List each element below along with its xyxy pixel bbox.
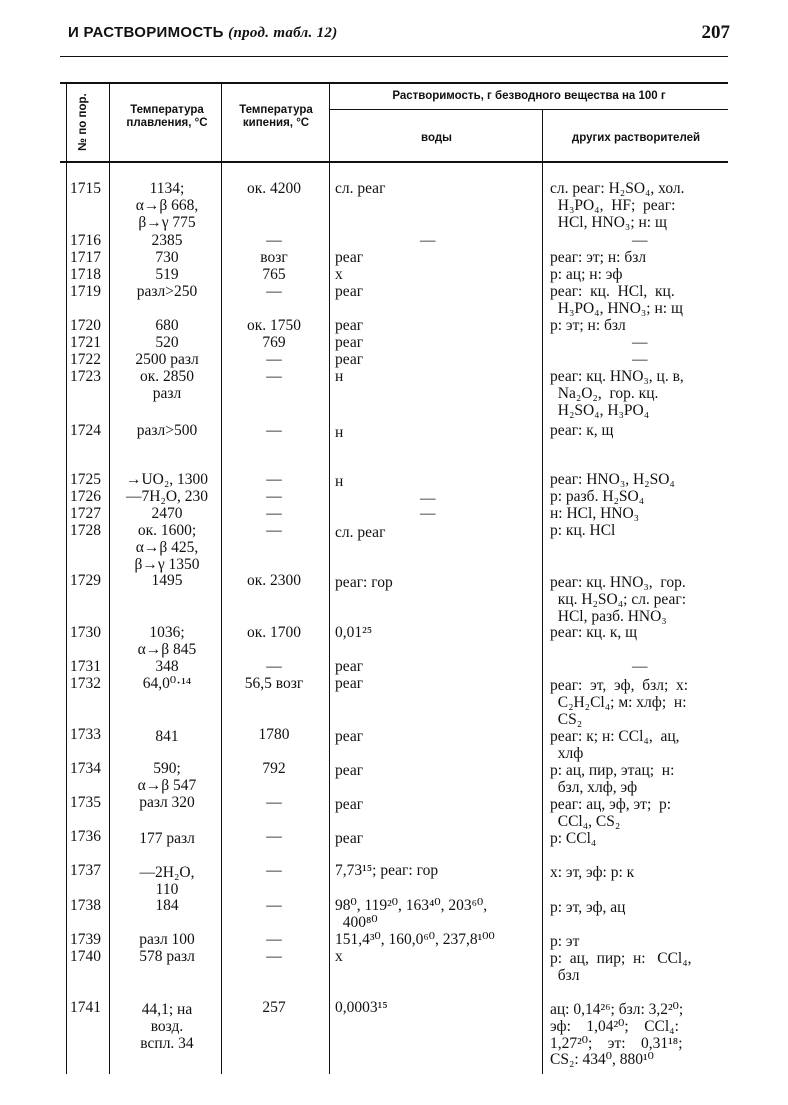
boiling-cell: —: [266, 931, 282, 948]
row-number: 1734: [70, 760, 101, 777]
melting-cell: разл 320: [139, 794, 195, 811]
melting-cell: 578 разл: [139, 948, 195, 965]
melting-cell: 1495: [151, 572, 183, 589]
melting-cell: 841: [155, 728, 179, 745]
row-number: 1722: [70, 351, 101, 368]
boiling-cell: —: [266, 828, 282, 845]
melting-cell: разл>500: [136, 422, 198, 439]
col-divider-3: [329, 84, 330, 1074]
row-number: 1715: [70, 180, 101, 197]
other-cell: реаг: кц. к, щ: [550, 624, 638, 641]
boiling-cell: возг: [260, 249, 288, 266]
melting-cell: 1134; α→β 668, β→γ 775: [135, 180, 199, 231]
header-bottom-rule: [60, 161, 728, 163]
row-number: 1716: [70, 232, 101, 249]
row-number: 1723: [70, 368, 101, 385]
header-melting: Температура плавления, °С: [126, 104, 208, 129]
boiling-cell: ок. 2300: [246, 572, 302, 589]
other-cell: р: ац; н: эф: [550, 266, 623, 283]
boiling-cell: —: [266, 948, 282, 965]
boiling-cell: 257: [262, 999, 286, 1016]
row-number: 1739: [70, 931, 101, 948]
melting-cell: 730: [155, 249, 179, 266]
row-number: 1740: [70, 948, 101, 965]
row-number: 1731: [70, 658, 101, 675]
row-number: 1720: [70, 317, 101, 334]
other-cell: реаг: к, щ: [550, 422, 614, 439]
boiling-cell: —: [266, 794, 282, 811]
melting-cell: —7H₂O, 230: [125, 488, 209, 505]
row-number: 1728: [70, 522, 101, 539]
other-cell: —: [632, 232, 648, 249]
running-title-continuation: (прод. табл. 12): [228, 25, 338, 41]
melting-cell: 348: [155, 658, 179, 675]
boiling-cell: ок. 1750: [246, 317, 302, 334]
boiling-cell: —: [266, 283, 282, 300]
melting-cell: 590; α→β 547: [137, 760, 197, 794]
other-cell: р: ац, пир; н: CCl₄, бзл: [550, 950, 692, 984]
boiling-cell: 56,5 возг: [244, 675, 304, 692]
water-cell: —: [420, 490, 436, 507]
melting-cell: 44,1; на возд. вспл. 34: [140, 1001, 194, 1052]
row-number: 1730: [70, 624, 101, 641]
other-cell: р: CCl₄: [550, 830, 597, 847]
water-cell: 0,01²⁵: [335, 624, 373, 641]
melting-cell: 2385: [151, 232, 183, 249]
boiling-cell: —: [266, 351, 282, 368]
other-cell: реаг: кц. HNO₃, гор. кц. H₂SO₄; сл. реаг: HCl, разб. HNO₃: [550, 574, 687, 625]
header-number: № по пор.: [77, 93, 89, 151]
boiling-cell: —: [266, 862, 282, 879]
water-cell: н: [335, 473, 344, 490]
boiling-cell: —: [266, 422, 282, 439]
other-cell: ац: 0,14²⁶; бзл: 3,2²⁰; эф: 1,04²⁰; CCl₄: 1,27²⁰; эт: 0,31¹⁸; CS₂: 434⁰, 880¹⁰: [550, 1001, 684, 1069]
water-cell: н: [335, 368, 344, 385]
water-cell: сл. реаг: [335, 180, 386, 197]
melting-cell: —2H₂O, 110: [139, 864, 195, 898]
row-number: 1736: [70, 828, 101, 845]
melting-cell: 2470: [151, 505, 183, 522]
row-number: 1741: [70, 999, 101, 1016]
water-cell: реаг: [335, 762, 364, 779]
header-boiling: Температура кипения, °С: [239, 104, 313, 129]
row-number: 1717: [70, 249, 101, 266]
row-number: 1724: [70, 422, 101, 439]
boiling-cell: 769: [262, 334, 286, 351]
other-cell: р: эт, эф, ац: [550, 899, 626, 916]
running-head: [68, 22, 740, 46]
solubility-sub-rule: [329, 109, 728, 110]
other-cell: реаг: кц. HCl, кц. H₃PO₄, HNO₃; н: щ: [550, 283, 683, 317]
melting-cell: 520: [155, 334, 179, 351]
melting-cell: →UO₂, 1300: [125, 471, 209, 488]
melting-cell: 1036; α→β 845: [137, 624, 197, 658]
row-number: 1738: [70, 897, 101, 914]
other-cell: р: эт; н: бзл: [550, 317, 626, 334]
water-cell: реаг: [335, 830, 364, 847]
col-divider-2: [221, 84, 222, 1074]
other-cell: реаг: ац, эф, эт; р: CCl₄, CS₂: [550, 796, 672, 830]
boiling-cell: —: [266, 232, 282, 249]
water-cell: 98⁰, 119²⁰, 163⁴⁰, 203⁶⁰, 400⁸⁰: [335, 897, 488, 931]
melting-cell: 2500 разл: [135, 351, 199, 368]
boiling-cell: ок. 1700: [246, 624, 302, 641]
other-cell: реаг: HNO₃, H₂SO₄: [550, 471, 675, 488]
row-number: 1727: [70, 505, 101, 522]
water-cell: реаг: гор: [335, 574, 393, 591]
boiling-cell: 792: [262, 760, 286, 777]
col-divider-4: [542, 110, 543, 1074]
running-title: И РАСТВОРИМОСТЬ (прод. табл. 12): [68, 24, 338, 41]
row-number: 1729: [70, 572, 101, 589]
melting-cell: ок. 2850 разл: [139, 368, 195, 402]
water-cell: реаг: [335, 334, 364, 351]
water-cell: —: [420, 232, 436, 249]
water-cell: х: [335, 948, 343, 965]
melting-cell: 680: [155, 317, 179, 334]
row-number: 1737: [70, 862, 101, 879]
water-cell: 7,73¹⁵; реаг: гор: [335, 862, 439, 879]
row-number: 1719: [70, 283, 101, 300]
row-number: 1725: [70, 471, 101, 488]
water-cell: реаг: [335, 351, 364, 368]
other-cell: реаг: эт, эф, бзл; х: C₂H₂Cl₄; м: хлф; н: CS₂: [550, 677, 689, 728]
melting-cell: 519: [155, 266, 179, 283]
other-cell: —: [632, 334, 648, 351]
water-cell: 0,0003¹⁵: [335, 999, 388, 1016]
boiling-cell: —: [266, 505, 282, 522]
water-cell: сл. реаг: [335, 524, 386, 541]
water-cell: реаг: [335, 796, 364, 813]
water-cell: реаг: [335, 283, 364, 300]
boiling-cell: —: [266, 897, 282, 914]
other-cell: р: эт: [550, 933, 580, 950]
boiling-cell: —: [266, 368, 282, 385]
left-edge-rule: [66, 84, 67, 1074]
other-cell: реаг: кц. HNO₃, ц. в, Na₂O₂, гор. кц. H₂SO₄, H₃PO₄: [550, 368, 684, 419]
water-cell: 151,4³⁰, 160,0⁶⁰, 237,8¹⁰⁰: [335, 931, 495, 948]
melting-cell: 177 разл: [139, 830, 195, 847]
water-cell: реаг: [335, 728, 364, 745]
other-cell: —: [632, 658, 648, 675]
top-rule-thick: [60, 82, 728, 84]
row-number: 1733: [70, 726, 101, 743]
melting-cell: ок. 1600; α→β 425, β→γ 1350: [134, 522, 200, 573]
water-cell: реаг: [335, 317, 364, 334]
row-number: 1718: [70, 266, 101, 283]
other-cell: р: ац, пир, этац; н: бзл, хлф, эф: [550, 762, 675, 796]
other-cell: р: кц. HCl: [550, 522, 616, 539]
row-number: 1726: [70, 488, 101, 505]
boiling-cell: ок. 4200: [246, 180, 302, 197]
header-other: других растворителей: [571, 132, 701, 144]
water-cell: реаг: [335, 658, 364, 675]
boiling-cell: —: [266, 488, 282, 505]
header-solubility: Растворимость, г безводного вещества на 100 г: [392, 90, 666, 102]
other-cell: —: [632, 351, 648, 368]
other-cell: р: разб. H₂SO₄: [550, 488, 645, 505]
other-cell: х: эт, эф: р: к: [550, 864, 635, 881]
melting-cell: 64,0⁰·¹⁴: [142, 675, 192, 692]
page-number: 207: [701, 22, 730, 43]
boiling-cell: 1780: [258, 726, 290, 743]
boiling-cell: —: [266, 522, 282, 539]
boiling-cell: 765: [262, 266, 286, 283]
row-number: 1732: [70, 675, 101, 692]
water-cell: —: [420, 505, 436, 522]
other-cell: сл. реаг: H₂SO₄, хол. H₃PO₄, HF; реаг: HCl, HNO₃; н: щ: [550, 180, 685, 231]
melting-cell: разл 100: [139, 931, 195, 948]
boiling-cell: —: [266, 658, 282, 675]
water-cell: реаг: [335, 249, 364, 266]
other-cell: реаг: к; н: CCl₄, ац, хлф: [550, 728, 680, 762]
other-cell: реаг: эт; н: бзл: [550, 249, 647, 266]
water-cell: н: [335, 424, 344, 441]
water-cell: реаг: [335, 675, 364, 692]
row-number: 1735: [70, 794, 101, 811]
water-cell: х: [335, 266, 343, 283]
melting-cell: разл>250: [136, 283, 198, 300]
melting-cell: 184: [155, 897, 179, 914]
boiling-cell: —: [266, 471, 282, 488]
top-rule-thin: [60, 56, 728, 57]
row-number: 1721: [70, 334, 101, 351]
header-water: воды: [421, 132, 452, 144]
other-cell: н: HCl, HNO₃: [550, 505, 640, 522]
